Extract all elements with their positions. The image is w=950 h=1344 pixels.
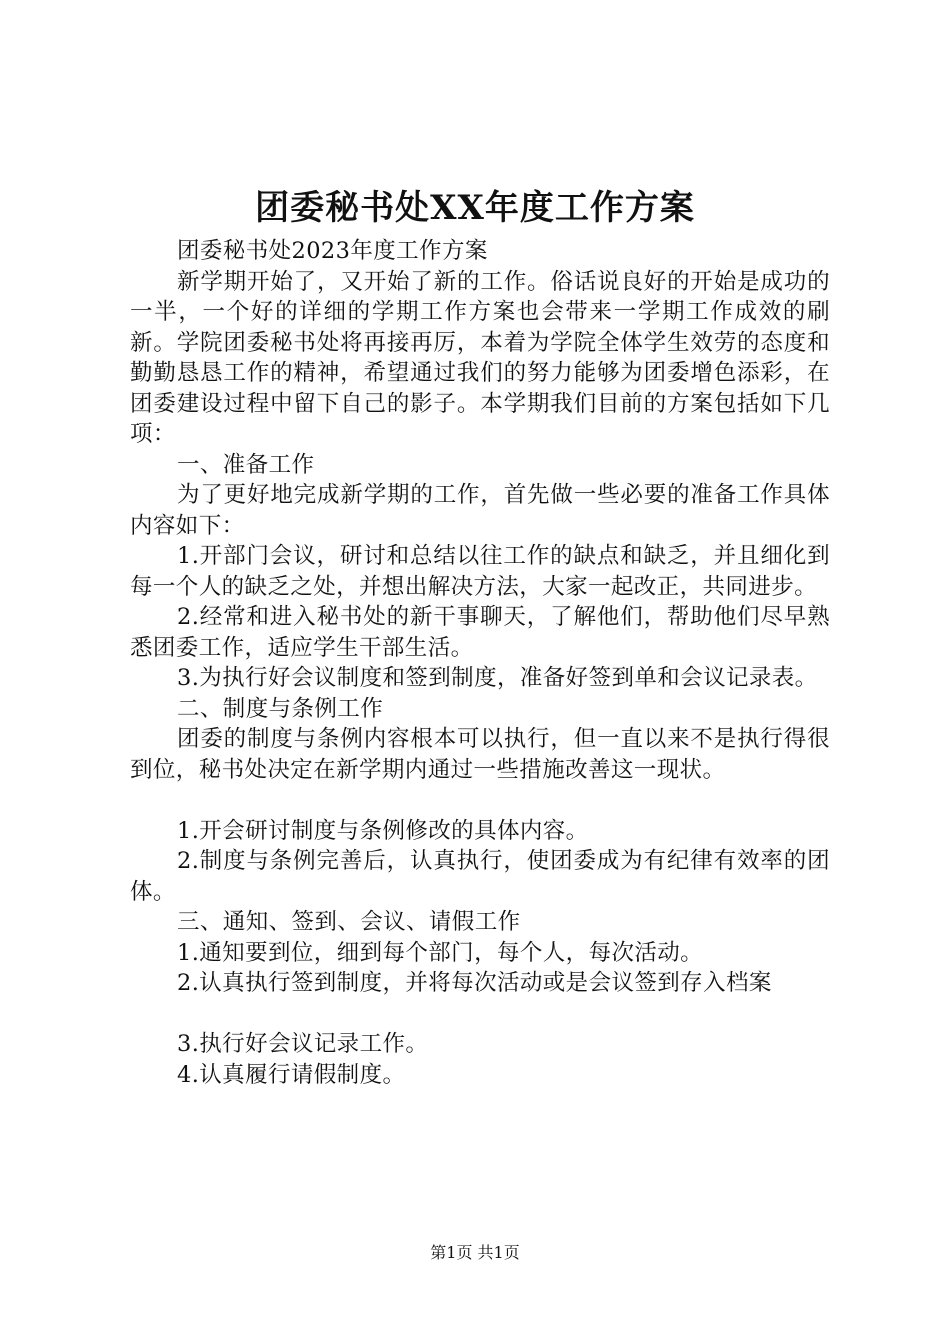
list-item: 2.制度与条例完善后，认真执行，使团委成为有纪律有效率的团体。 [130,848,830,905]
list-item: 2.认真执行签到制度，并将每次活动或是会议签到存入档案 [177,970,772,996]
paragraph-intro: 新学期开始了，又开始了新的工作。俗话说良好的开始是成功的一半，一个好的详细的学期工作方案也会带来一学期工作成效的刷新。学院团委秘书处将再接再厉，本着为学院全体学生效劳的态度和勤勤恳恳工作的精神，希望通过我们的努力能够为团委增色添彩，在团委建设过程中留下自己的影子。本学期我们目前的方案包括如下几项： [130,268,830,447]
paragraph-regulations: 团委的制度与条例内容根本可以执行，但一直以来不是执行得很到位，秘书处决定在新学期内通过一些措施改善这一现状。 [130,726,830,783]
list-item: 2.经常和进入秘书处的新干事聊天，了解他们，帮助他们尽早熟悉团委工作，适应学生干部生活。 [130,604,830,661]
section-heading-regulations: 二、制度与条例工作 [177,695,384,722]
list-item: 1.开部门会议，研讨和总结以往工作的缺点和缺乏，并且细化到每一个人的缺乏之处，并想出解决方法，大家一起改正，共同进步。 [130,543,830,600]
blank-line [130,785,830,816]
section-heading-preparation: 一、准备工作 [177,451,315,478]
document-body [130,236,830,1090]
blank-line [130,999,830,1030]
paragraph-preparation: 为了更好地完成新学期的工作，首先做一些必要的准备工作具体内容如下： [130,482,830,539]
page-footer: 第1页 共1页 [430,1243,520,1262]
list-item: 1.通知要到位，细到每个部门，每个人，每次活动。 [177,939,704,966]
list-item: 4.认真履行请假制度。 [177,1061,406,1088]
paragraph-subtitle: 团委秘书处2023年度工作方案 [177,238,488,264]
list-item: 3.执行好会议记录工作。 [177,1031,429,1057]
list-item: 3.为执行好会议制度和签到制度，准备好签到单和会议记录表。 [177,665,818,691]
list-item: 1.开会研讨制度与条例修改的具体内容。 [177,817,589,844]
document-title: 团委秘书处XX年度工作方案 [255,188,695,228]
section-heading-notification: 三、通知、签到、会议、请假工作 [177,909,521,935]
